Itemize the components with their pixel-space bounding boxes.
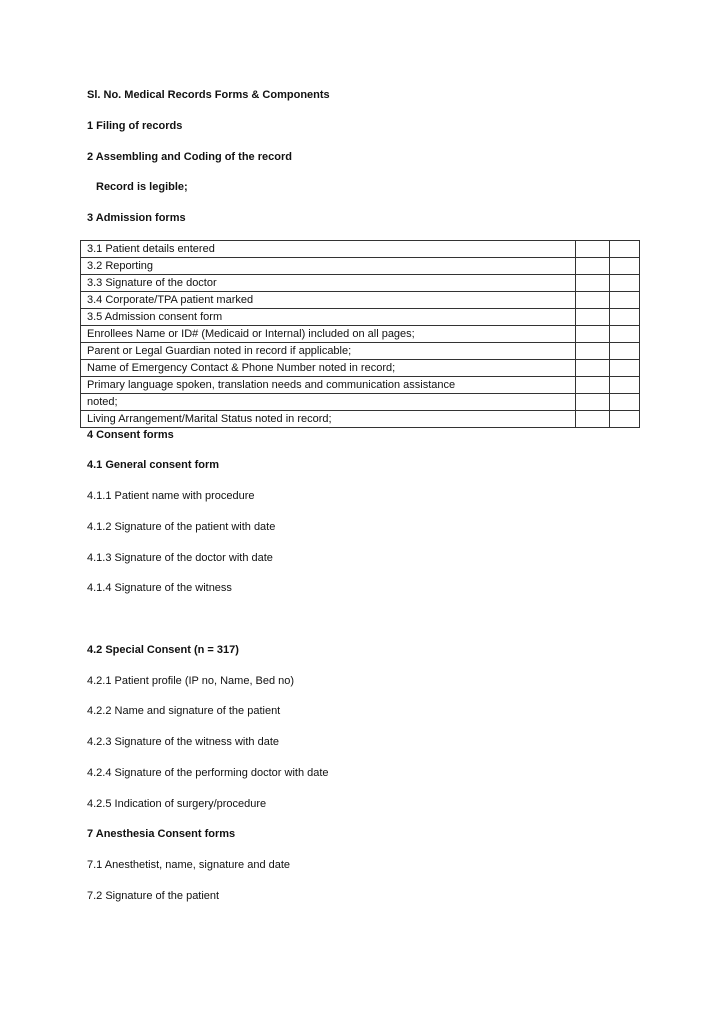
check-cell[interactable] (610, 343, 640, 360)
check-cell[interactable] (610, 326, 640, 343)
table-row (81, 292, 640, 309)
check-cell[interactable] (610, 258, 640, 275)
table-row (81, 326, 640, 343)
check-cell[interactable] (576, 258, 610, 275)
row-label: noted; (81, 394, 576, 411)
section-admission: 3 Admission forms (87, 212, 186, 224)
table-row (81, 343, 640, 360)
section-filing: 1 Filing of records (87, 120, 183, 132)
list-item: 7.1 Anesthetist, name, signature and date (87, 859, 291, 871)
table-row (81, 394, 640, 411)
check-cell[interactable] (576, 394, 610, 411)
check-cell[interactable] (576, 343, 610, 360)
table-row (81, 411, 640, 428)
check-cell[interactable] (576, 241, 610, 258)
section-consent: 4 Consent forms (87, 429, 174, 441)
list-item: 4.2.2 Name and signature of the patient (87, 705, 281, 717)
check-cell[interactable] (576, 377, 610, 394)
section-special-consent: 4.2 Special Consent (n = 317) (87, 644, 239, 656)
list-item: 4.2.3 Signature of the witness with date (87, 736, 280, 748)
check-cell[interactable] (610, 275, 640, 292)
table-row (81, 258, 640, 275)
list-item: 4.2.5 Indication of surgery/procedure (87, 798, 267, 810)
check-cell[interactable] (610, 241, 640, 258)
note-legible: Record is legible; (96, 181, 188, 193)
check-cell[interactable] (610, 360, 640, 377)
table-row (81, 360, 640, 377)
section-anesthesia: 7 Anesthesia Consent forms (87, 828, 236, 840)
list-item: 4.1.3 Signature of the doctor with date (87, 552, 273, 564)
check-cell[interactable] (576, 292, 610, 309)
row-label: 3.3 Signature of the doctor (81, 275, 576, 292)
row-label: Enrollees Name or ID# (Medicaid or Internal) included on all pages; (81, 326, 576, 343)
list-item: 4.1.2 Signature of the patient with date (87, 521, 276, 533)
row-label: 3.4 Corporate/TPA patient marked (81, 292, 576, 309)
check-cell[interactable] (576, 275, 610, 292)
check-cell[interactable] (576, 309, 610, 326)
table-row (81, 275, 640, 292)
table-row (81, 377, 640, 394)
row-label: Parent or Legal Guardian noted in record if applicable; (81, 343, 576, 360)
check-cell[interactable] (610, 309, 640, 326)
row-label: 3.1 Patient details entered (81, 241, 576, 258)
list-item: 4.1.4 Signature of the witness (87, 582, 232, 594)
check-cell[interactable] (576, 326, 610, 343)
list-item: 4.1.1 Patient name with procedure (87, 490, 255, 502)
section-general-consent: 4.1 General consent form (87, 459, 220, 471)
list-item: 4.2.1 Patient profile (IP no, Name, Bed no) (87, 675, 295, 687)
check-cell[interactable] (576, 411, 610, 428)
row-label: Name of Emergency Contact & Phone Number noted in record; (81, 360, 576, 377)
check-cell[interactable] (610, 394, 640, 411)
row-label: 3.5 Admission consent form (81, 309, 576, 326)
list-item: 7.2 Signature of the patient (87, 890, 220, 902)
section-assembling: 2 Assembling and Coding of the record (87, 151, 292, 163)
check-cell[interactable] (610, 377, 640, 394)
row-label: Primary language spoken, translation needs and communication assistance (81, 377, 576, 394)
check-cell[interactable] (610, 292, 640, 309)
table-row (81, 241, 640, 258)
document-heading: Sl. No. Medical Records Forms & Components (87, 89, 330, 101)
row-label: Living Arrangement/Marital Status noted in record; (81, 411, 576, 428)
row-label: 3.2 Reporting (81, 258, 576, 275)
list-item: 4.2.4 Signature of the performing doctor with date (87, 767, 329, 779)
check-cell[interactable] (576, 360, 610, 377)
admission-checklist-table (80, 240, 640, 428)
table-row (81, 309, 640, 326)
check-cell[interactable] (610, 411, 640, 428)
